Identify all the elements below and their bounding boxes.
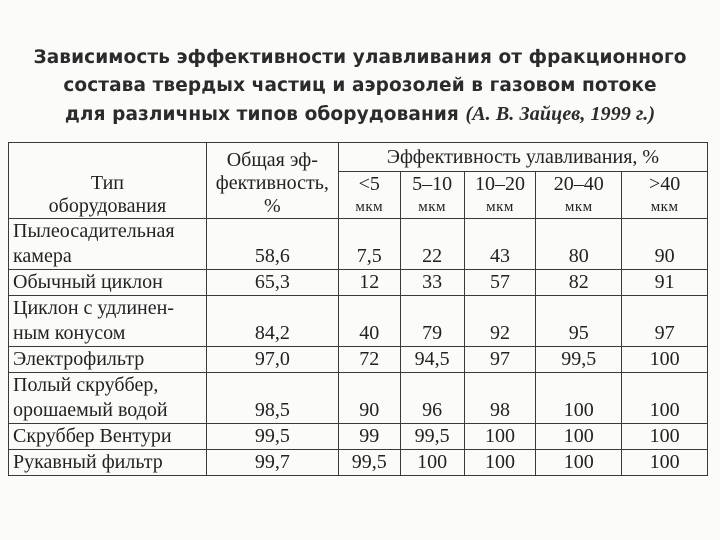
fraction-efficiency-cell: 91 xyxy=(622,270,708,296)
fraction-efficiency-cell: 82 xyxy=(536,270,622,296)
fraction-efficiency-cell: 43 xyxy=(464,219,536,270)
fraction-efficiency-cell: 40 xyxy=(338,296,400,347)
title-line-3 xyxy=(6,100,714,129)
fraction-efficiency-cell: 100 xyxy=(536,450,622,476)
title-line-2: состава твердых частиц и аэрозолей в газовом потоке xyxy=(63,75,657,96)
fraction-efficiency-cell: 92 xyxy=(464,296,536,347)
fraction-unit: мкм xyxy=(418,199,447,215)
equipment-name: Рукавный фильтр xyxy=(9,450,207,476)
fraction-range: <5 xyxy=(358,173,380,195)
overall-efficiency-cell: 99,7 xyxy=(206,450,338,476)
header-row-top xyxy=(9,143,708,172)
fraction-efficiency-cell: 100 xyxy=(622,373,708,424)
equipment-name: Электрофильтр xyxy=(9,347,207,373)
fraction-range: 10–20 xyxy=(475,173,525,195)
fraction-unit: мкм xyxy=(650,199,679,215)
fraction-efficiency-cell: 12 xyxy=(338,270,400,296)
equipment-name: Скруббер Вентури xyxy=(9,424,207,450)
fraction-efficiency-cell: 72 xyxy=(338,347,400,373)
table-row xyxy=(9,347,708,373)
fraction-efficiency-cell: 100 xyxy=(536,373,622,424)
document-title xyxy=(6,44,714,129)
fraction-unit: мкм xyxy=(355,199,384,215)
equipment-name: Обычный циклон xyxy=(9,270,207,296)
overall-efficiency-cell: 99,5 xyxy=(206,424,338,450)
overall-efficiency-cell: 84,2 xyxy=(206,296,338,347)
table-body xyxy=(9,219,708,476)
fraction-efficiency-cell: 22 xyxy=(400,219,464,270)
fraction-efficiency-cell: 100 xyxy=(622,347,708,373)
title-line-3-text: для различных типов оборудования xyxy=(64,104,459,125)
overall-efficiency-cell: 98,5 xyxy=(206,373,338,424)
fraction-efficiency-cell: 99,5 xyxy=(536,347,622,373)
fraction-efficiency-cell: 33 xyxy=(400,270,464,296)
fraction-efficiency-cell: 94,5 xyxy=(400,347,464,373)
equipment-name: Циклон с удлинен-ным конусом xyxy=(9,296,207,347)
header-fraction xyxy=(464,172,536,219)
header-fraction xyxy=(338,172,400,219)
fraction-efficiency-cell: 98 xyxy=(464,373,536,424)
fraction-efficiency-cell: 90 xyxy=(338,373,400,424)
fraction-unit: мкм xyxy=(564,199,593,215)
overall-efficiency-cell: 65,3 xyxy=(206,270,338,296)
fraction-range: 5–10 xyxy=(412,173,453,195)
fraction-efficiency-cell: 57 xyxy=(464,270,536,296)
fraction-range: 20–40 xyxy=(553,173,604,195)
efficiency-table xyxy=(8,142,708,476)
fraction-efficiency-cell: 100 xyxy=(622,450,708,476)
equipment-name: Полый скруббер, орошаемый водой xyxy=(9,373,207,424)
table-row xyxy=(9,373,708,424)
header-overall-label: Общая эф-фективность, % xyxy=(215,149,329,217)
fraction-efficiency-cell: 99,5 xyxy=(338,450,400,476)
table-row xyxy=(9,424,708,450)
fraction-efficiency-cell: 80 xyxy=(536,219,622,270)
fraction-range: >40 xyxy=(648,173,681,195)
fraction-efficiency-cell: 95 xyxy=(536,296,622,347)
header-fraction xyxy=(400,172,464,219)
table-row xyxy=(9,296,708,347)
fraction-efficiency-cell: 99,5 xyxy=(400,424,464,450)
header-fraction xyxy=(622,172,708,219)
fraction-efficiency-cell: 97 xyxy=(464,347,536,373)
fraction-efficiency-cell: 90 xyxy=(622,219,708,270)
table-row xyxy=(9,450,708,476)
header-type xyxy=(9,143,207,219)
header-efficiency-group: Эффективность улавливания, % xyxy=(338,143,707,172)
overall-efficiency-cell: 58,6 xyxy=(206,219,338,270)
header-overall xyxy=(206,143,338,219)
overall-efficiency-cell: 97,0 xyxy=(206,347,338,373)
equipment-name: Пылеосадительная камера xyxy=(9,219,207,270)
fraction-efficiency-cell: 97 xyxy=(622,296,708,347)
fraction-efficiency-cell: 79 xyxy=(400,296,464,347)
table-row xyxy=(9,270,708,296)
fraction-efficiency-cell: 100 xyxy=(400,450,464,476)
fraction-unit: мкм xyxy=(486,199,514,215)
fraction-efficiency-cell: 7,5 xyxy=(338,219,400,270)
fraction-efficiency-cell: 100 xyxy=(464,450,536,476)
fraction-efficiency-cell: 96 xyxy=(400,373,464,424)
fraction-efficiency-cell: 99 xyxy=(338,424,400,450)
fraction-efficiency-cell: 100 xyxy=(622,424,708,450)
fraction-efficiency-cell: 100 xyxy=(464,424,536,450)
fraction-efficiency-cell: 100 xyxy=(536,424,622,450)
table-row xyxy=(9,219,708,270)
title-citation: (А. В. Зайцев, 1999 г.) xyxy=(465,103,656,125)
header-fraction xyxy=(536,172,622,219)
title-line-1: Зависимость эффективности улавливания от фракционного xyxy=(33,47,687,68)
header-type-label: Тип оборудования xyxy=(48,172,167,217)
